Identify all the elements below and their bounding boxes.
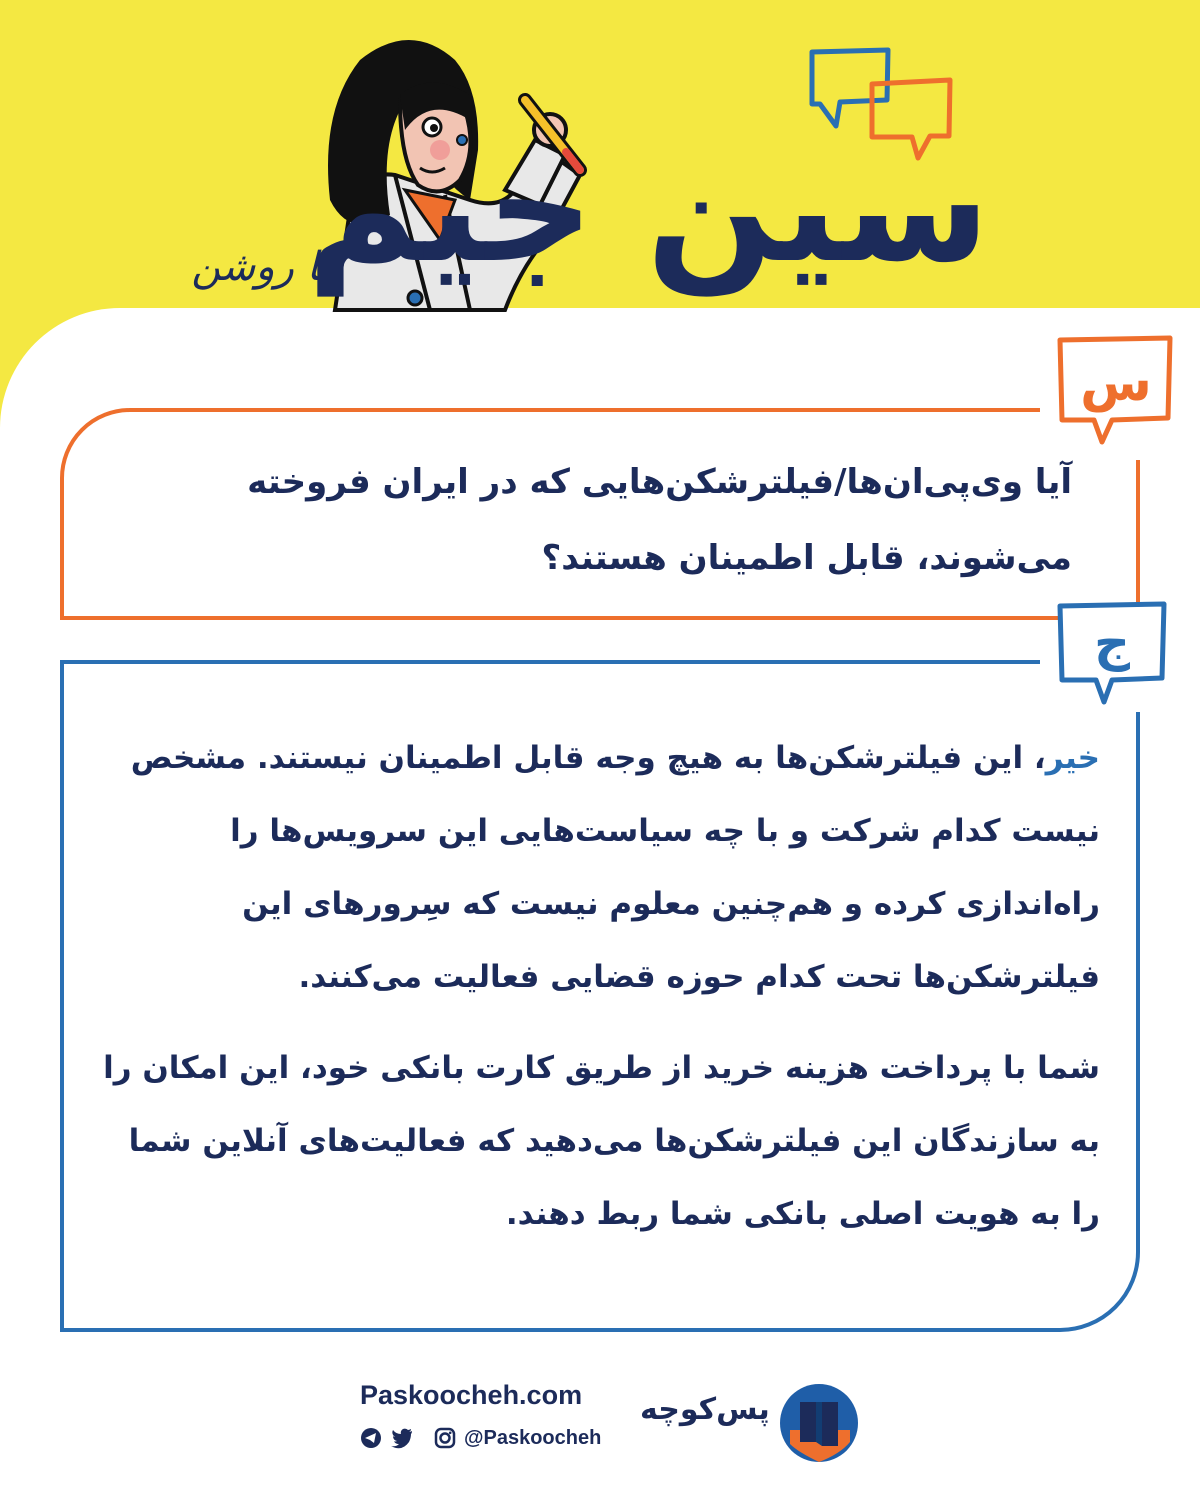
- series-title: سین جیم: [307, 122, 990, 296]
- brand-name: پس‌کوچه: [640, 1392, 770, 1427]
- social-handle[interactable]: @Paskoocheh: [464, 1426, 602, 1449]
- answer-paragraph-2: شما با پرداخت هزینه خرید از طریق کارت بانکی خود، این امکان را به سازندگان این فیلترشکن‌ها می‌دهید که فعالیت‌های آنلاین شما را به هویت اصلی بانکی شما ربط دهند.: [103, 1050, 1100, 1232]
- answer-paragraph-1: [100, 722, 1100, 1014]
- answer-badge-letter: ج: [1093, 614, 1131, 672]
- instagram-icon[interactable]: [434, 1427, 456, 1449]
- telegram-icon[interactable]: [360, 1427, 382, 1449]
- question-badge: [1050, 330, 1180, 450]
- question-text: آیا وی‌پی‌ان‌ها/فیلترشکن‌هایی که در ایران فروخته می‌شوند، قابل اطمینان هستند؟: [247, 462, 1072, 578]
- social-row: [360, 1424, 601, 1452]
- website-link[interactable]: Paskoocheh.com: [360, 1380, 583, 1410]
- twitter-icon[interactable]: [390, 1427, 414, 1449]
- question-badge-letter: س: [1080, 353, 1152, 413]
- header-illustration: [0, 0, 1200, 320]
- answer-paragraph-1-text: ، این فیلترشکن‌ها به هیچ وجه قابل اطمینان نیستند. مشخص نیست کدام شرکت و با چه سیاست‌هایی این سرویس‌ها را راه‌اندازی کرده و هم‌چنین معلوم نیست که سِرورهای این فیلترشکن‌ها تحت کدام حوزه قضایی فعالیت می‌کنند.: [130, 740, 1100, 995]
- answer-lead-word: خیر: [1045, 740, 1100, 776]
- footer: [0, 1370, 1200, 1490]
- paskoocheh-logo: [778, 1382, 860, 1464]
- answer-text: [100, 722, 1100, 1269]
- host-credit: با روشن: [191, 244, 330, 290]
- answer-badge: [1050, 598, 1180, 718]
